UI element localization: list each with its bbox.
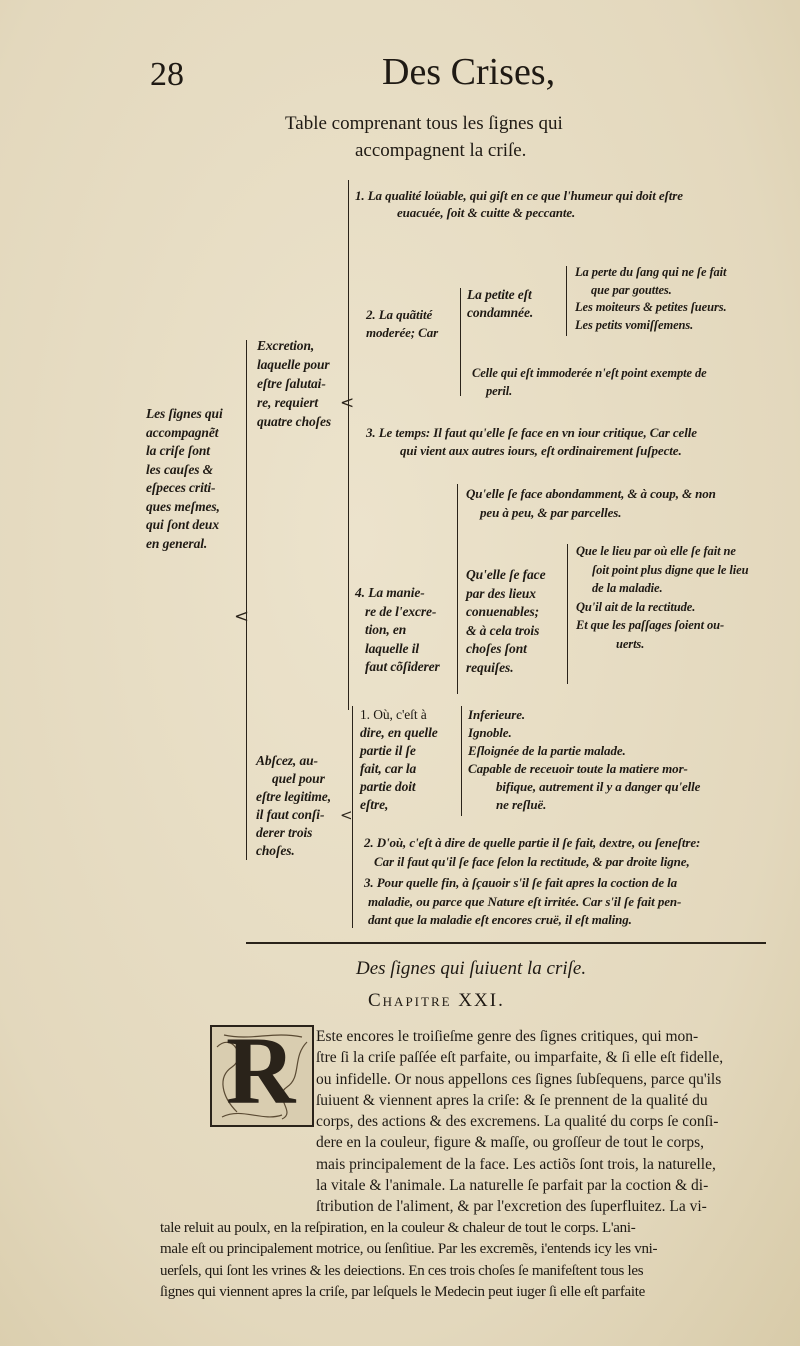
body-line: ſtre ſi la criſe paſſée eſt parfaite, ou imparfaite, & ſi elle eſt fidelle,: [316, 1049, 724, 1067]
excretion-item4-b-list: [576, 542, 748, 653]
root-brace-line: [246, 340, 247, 860]
abscez-item1-label-line: partie doit: [360, 779, 416, 794]
root-label-line: en general.: [146, 535, 208, 551]
table-title-line1: Table comprenant tous les ſignes qui: [285, 113, 563, 134]
abscez-item1-list-line: Capable de receuoir toute la matiere mor-: [468, 761, 688, 776]
root-label-line: les cauſes &: [146, 461, 214, 477]
excretion-item4-a: [466, 484, 716, 522]
excretion-item2-large-line: peril.: [486, 384, 513, 398]
excretion-item4-b-label-line: requiſes.: [466, 659, 514, 675]
excretion-item4-label: [355, 584, 440, 677]
abscez-label-line: quel pour: [272, 771, 325, 786]
abscez-brace-point: <: [340, 806, 353, 824]
abscez-item1-label: [360, 706, 438, 814]
abscez-item1-label-line: [360, 706, 438, 724]
root-label-line: eſpeces criti-: [146, 480, 216, 495]
abscez-label-line: choſes.: [256, 843, 295, 858]
body-line: ſignes qui viennent apres la criſe, par leſquels le Medecin peut iuger ſi elle eſt parfaite: [160, 1283, 646, 1300]
excretion-item4-a-line: Qu'elle ſe face abondamment, & à coup, & non: [466, 486, 716, 501]
excretion-label-line: quatre choſes: [257, 414, 332, 429]
body-line: dere en la couleur, figure & maſſe, ou groſſeur de tout le corps,: [316, 1134, 705, 1152]
abscez-label-line: derer trois: [256, 825, 313, 840]
excretion-item4-b-label-line: Qu'elle ſe face: [466, 567, 546, 582]
body-line: ſtribution de l'aliment, & par l'excretion des ſuperfluitez. La vi-: [316, 1198, 707, 1216]
abscez-item1-list: [468, 706, 700, 814]
excretion-item4-b-list-line: de la maladie.: [592, 581, 663, 595]
excretion-item4-b-label-line: conuenables;: [466, 604, 540, 619]
excretion-item4-a-line: peu à peu, & par parcelles.: [480, 505, 622, 520]
excretion-item2-label: [366, 306, 438, 342]
excretion-item2-small-list-line: que par gouttes.: [591, 282, 672, 297]
abscez-label-line: eſtre legitime,: [256, 789, 331, 804]
root-label-line: la criſe ſont: [146, 443, 210, 458]
root-label-line: accompagnẽt: [146, 424, 219, 440]
chapter-heading: Chapitre XXI.: [368, 990, 505, 1011]
body-line: ſuiuent & viennent apres la criſe: & ſe prennent de la qualité du: [316, 1091, 708, 1109]
excretion-item4-b-list-line: Que le lieu par où elle ſe fait ne: [576, 544, 736, 558]
excretion-item2-small-list-line: Les petits vomiſſemens.: [575, 317, 694, 332]
body-line: tale reluit au poulx, en la reſpiration, en la couleur & chaleur de tout le corps. L'ani-: [160, 1220, 636, 1236]
abscez-label: [256, 752, 331, 860]
drop-cap-ornament: [210, 1017, 314, 1127]
item2-brace-line: [460, 288, 461, 396]
excretion-item4-label-line: tion, en: [365, 622, 407, 637]
excretion-item4-b-list-line: Et que les paſſages ſoient ou-: [576, 618, 725, 632]
excretion-item4-b-list-line: uerts.: [616, 636, 645, 651]
excretion-brace-line: [348, 180, 349, 710]
abscez-item2-line: Car il faut qu'il ſe face ſelon la rectitude, & par droite ligne,: [374, 853, 690, 869]
body-line: corps, des actions & des excremens. La qualité du corps ſe conſi-: [316, 1113, 719, 1131]
excretion-item1-line: euacuée, ſoit & cuitte & peccante.: [397, 205, 576, 220]
excretion-item4-label-line: re de l'excre-: [365, 603, 437, 619]
body-line: la vitale & l'animale. La naturelle ſe parfait par la coction & di-: [316, 1177, 709, 1195]
excretion-label-line: eſtre ſalutai-: [257, 376, 326, 391]
section-rule: [246, 942, 766, 944]
excretion-item4-label-line: faut cõſiderer: [365, 659, 440, 674]
abscez-item3: [364, 874, 681, 930]
excretion-item4-b-label-line: & à cela trois: [466, 622, 540, 638]
abscez-item3-line: dant que la maladie eſt encores cruë, il eſt maling.: [368, 912, 632, 927]
excretion-item4-label-line: laquelle il: [365, 640, 420, 656]
abscez-item3-line: 3. Pour quelle fin, à ſçauoir s'il ſe fait apres la coction de la: [364, 875, 678, 890]
excretion-label-line: re, requiert: [257, 395, 319, 410]
excretion-item1: [355, 187, 683, 221]
excretion-item2-large-line: Celle qui eſt immoderée n'eſt point exempte de: [472, 366, 707, 380]
abscez-item2: [364, 834, 700, 871]
excretion-item3-line: qui vient aux autres iours, eſt ordinairement ſuſpecte.: [400, 443, 682, 458]
section-heading: Des ſignes qui ſuiuent la criſe.: [356, 958, 587, 979]
abscez-label-line: Abſcez, au-: [256, 753, 318, 768]
excretion-item4-b-list-line: Qu'il ait de la rectitude.: [576, 599, 696, 614]
abscez-item3-line: maladie, ou parce que Nature eſt irritée. Car s'il ſe fait pen-: [368, 893, 682, 909]
item1-number: 1. Où, c'eſt à: [360, 707, 427, 722]
root-label-line: Les ſignes qui: [146, 406, 223, 421]
abscez-item1-label-line: fait, car la: [360, 761, 417, 776]
excretion-item2-large: [472, 364, 707, 400]
abscez-item1-list-line: ne reſluë.: [496, 797, 547, 812]
excretion-label-line: laquelle pour: [257, 357, 330, 372]
excretion-label: [257, 336, 331, 431]
excretion-item2-small-list-line: La perte du ſang qui ne ſe fait: [575, 265, 727, 279]
body-paragraph: [316, 1026, 723, 1218]
excretion-item3-line: 3. Le temps: Il faut qu'elle ſe face en vn iour critique, Car celle: [366, 425, 697, 440]
abscez-item1-list-line: Ignoble.: [468, 725, 512, 740]
page-number: 28: [150, 56, 184, 93]
excretion-item2-small-line: condamnée.: [467, 305, 534, 320]
abscez-item1-label-line: eſtre,: [360, 797, 389, 812]
item2-small-brace-line: [566, 266, 567, 336]
body-line: Este encores le troiſieſme genre des ſignes critiques, qui mon-: [316, 1028, 699, 1045]
excretion-item2-small-list-line: Les moiteurs & petites ſueurs.: [575, 300, 727, 314]
excretion-item3: [366, 424, 697, 460]
abscez-item1-list-line: Eſloignée de la partie malade.: [468, 743, 626, 758]
drop-cap-letter: R: [226, 1017, 296, 1124]
excretion-item2-small: [467, 286, 533, 322]
item4-b-brace-line: [567, 544, 568, 684]
abscez-item2-line: 2. D'où, c'eſt à dire de quelle partie il ſe fait, dextre, ou ſeneſtre:: [364, 835, 701, 850]
root-label-line: ques meſmes,: [146, 498, 220, 514]
body-paragraph-full: [160, 1218, 657, 1303]
abscez-item1-brace-line: [461, 706, 462, 816]
abscez-item1-list-line: bifique, autrement il y a danger qu'elle: [496, 779, 701, 794]
excretion-item2-label-line: 2. La quãtité: [366, 307, 433, 322]
body-line: ou infidelle. Or nous appellons ces ſignes ſubſequens, parce qu'ils: [316, 1070, 722, 1088]
excretion-item2-small-list: [575, 264, 727, 334]
excretion-item4-b-list-line: ſoit point plus digne que le lieu: [592, 562, 749, 577]
excretion-label-line: Excretion,: [257, 338, 315, 353]
table-title-line2: accompagnent la criſe.: [355, 140, 527, 161]
excretion-brace-point: <: [340, 393, 355, 413]
excretion-item4-b-label-line: par des lieux: [466, 585, 536, 601]
root-brace-point: <: [234, 606, 250, 627]
excretion-item4-label-line: 4. La manie-: [355, 585, 425, 600]
abscez-item1-list-line: Inferieure.: [468, 707, 526, 722]
running-title: Des Crises,: [382, 51, 556, 93]
abscez-item1-label-line: dire, en quelle: [360, 725, 438, 740]
abscez-label-line: il faut conſi-: [256, 807, 325, 822]
excretion-item2-label-line: moderée; Car: [366, 325, 439, 340]
excretion-item2-small-line: La petite eſt: [467, 287, 532, 302]
excretion-item4-b-label-line: choſes ſont: [466, 641, 527, 656]
item4-brace-line: [457, 484, 458, 694]
abscez-item1-label-line: partie il ſe: [360, 743, 416, 758]
excretion-item1-line: 1. La qualité loüable, qui giſt en ce que l'humeur qui doit eſtre: [355, 188, 683, 203]
root-label-line: qui ſont deux: [146, 517, 219, 532]
excretion-item4-b-label: [466, 566, 545, 677]
body-line: mais principalement de la face. Les actiõs ſont trois, la naturelle,: [316, 1155, 716, 1173]
body-line: male eſt ou principalement motrice, ou ſenſitiue. Par les excremẽs, i'entends icy les vni-: [160, 1241, 658, 1258]
root-label: [146, 405, 223, 553]
body-line: uerſels, qui ſont les vrines & les deiections. En ces trois choſes ſe manifeſtent tous les: [160, 1262, 644, 1279]
